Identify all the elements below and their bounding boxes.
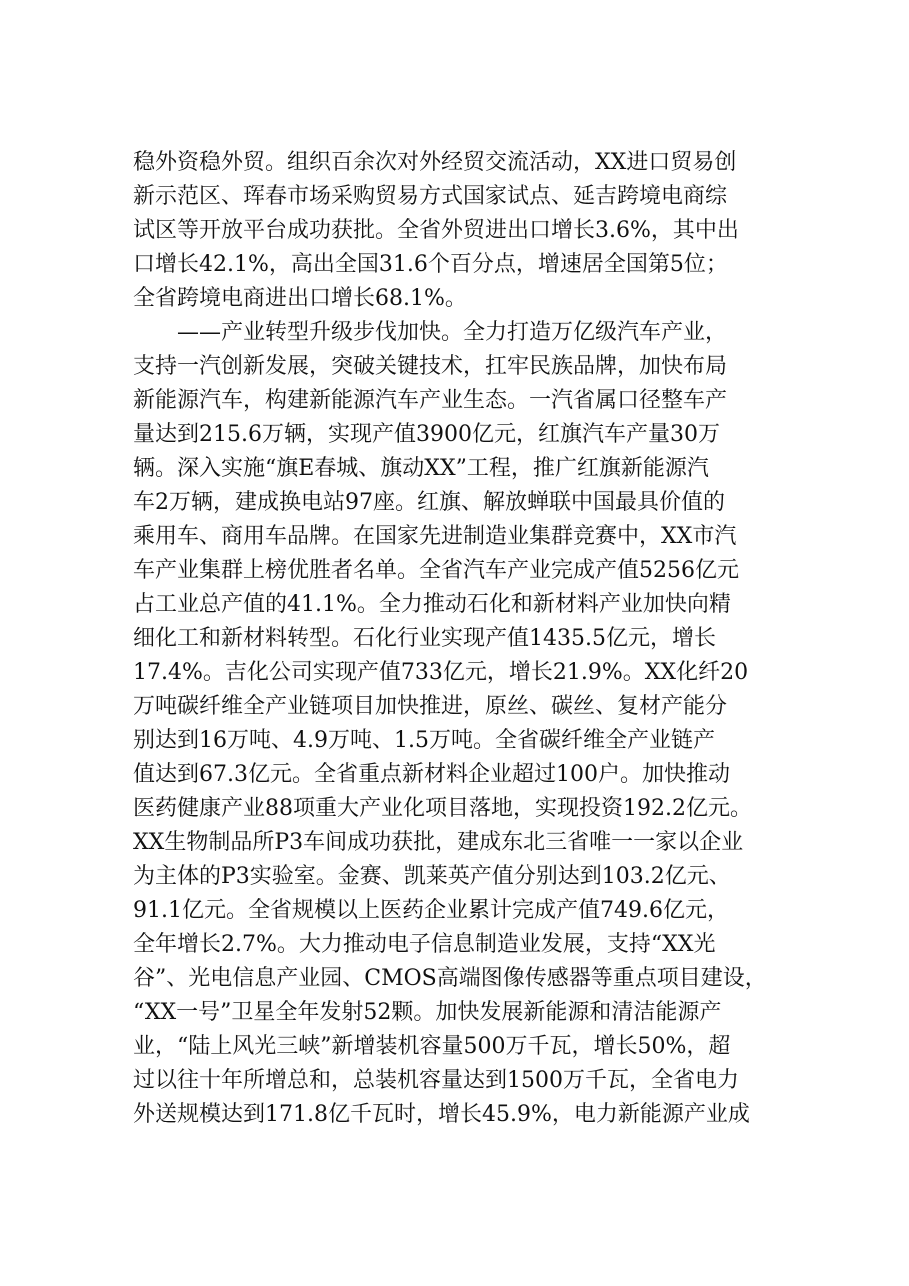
text-line: “XX一号”卫星全年发射52颗。加快发展新能源和清洁能源产 [133,1000,722,1025]
text-line: 试区等开放平台成功获批。全省外贸进出口增长3.6%，其中出 [133,218,739,243]
text-line: 过以往十年所增总和，总装机容量达到1500万千瓦，全省电力 [133,1068,739,1093]
text-line: 91.1亿元。全省规模以上医药企业累计完成产值749.6亿元， [133,898,729,923]
text-line: 医药健康产业88项重大产业化项目落地，实现投资192.2亿元。 [133,796,752,821]
body-text [133,146,793,1132]
text-line: 为主体的P3实验室。金赛、凯莱英产值分别达到103.2亿元、 [133,864,731,889]
text-line: 乘用车、商用车品牌。在国家先进制造业集群竞赛中，XX市汽 [133,524,737,549]
text-line: 占工业总产值的41.1%。全力推动石化和新材料产业加快向精 [133,592,731,617]
text-line: 新示范区、珲春市场采购贸易方式国家试点、延吉跨境电商综 [133,184,728,209]
text-line: ——产业转型升级步伐加快。全力打造万亿级汽车产业， [133,320,728,345]
text-line: XX生物制品所P3车间成功获批，建成东北三省唯一一家以企业 [133,830,744,855]
text-line: 全年增长2.7%。大力推动电子信息制造业发展，支持“XX光 [133,932,716,957]
text-line: 量达到215.6万辆，实现产值3900亿元，红旗汽车产量30万 [133,422,720,447]
text-line: 谷”、光电信息产业园、CMOS高端图像传感器等重点项目建设， [133,966,767,991]
text-line: 辆。深入实施“旗E春城、旗动XX”工程，推广红旗新能源汽 [133,456,709,481]
text-line: 值达到67.3亿元。全省重点新材料企业超过100户。加快推动 [133,762,730,787]
text-line: 万吨碳纤维全产业链项目加快推进，原丝、碳丝、复材产能分 [133,694,728,719]
text-line: 支持一汽创新发展，突破关键技术，扛牢民族品牌，加快布局 [133,354,728,379]
text-line: 稳外资稳外贸。组织百余次对外经贸交流活动，XX进口贸易创 [133,150,737,175]
text-line: 别达到16万吨、4.9万吨、1.5万吨。全省碳纤维全产业链产 [133,728,715,753]
text-line: 外送规模达到171.8亿千瓦时，增长45.9%，电力新能源产业成 [133,1102,750,1127]
text-line: 业，“陆上风光三峡”新增装机容量500万千瓦，增长50%，超 [133,1034,731,1059]
text-line: 车产业集群上榜优胜者名单。全省汽车产业完成产值5256亿元 [133,558,739,583]
text-line: 口增长42.1%，高出全国31.6个百分点，增速居全国第5位； [133,252,728,277]
text-line: 车2万辆，建成换电站97座。红旗、解放蝉联中国最具价值的 [133,490,725,515]
text-line: 全省跨境电商进出口增长68.1%。 [133,286,467,311]
text-line: 细化工和新材料转型。石化行业实现产值1435.5亿元，增长 [133,626,716,651]
text-line: 17.4%。吉化公司实现产值733亿元，增长21.9%。XX化纤20 [133,660,749,685]
text-line: 新能源汽车，构建新能源汽车产业生态。一汽省属口径整车产 [133,388,728,413]
